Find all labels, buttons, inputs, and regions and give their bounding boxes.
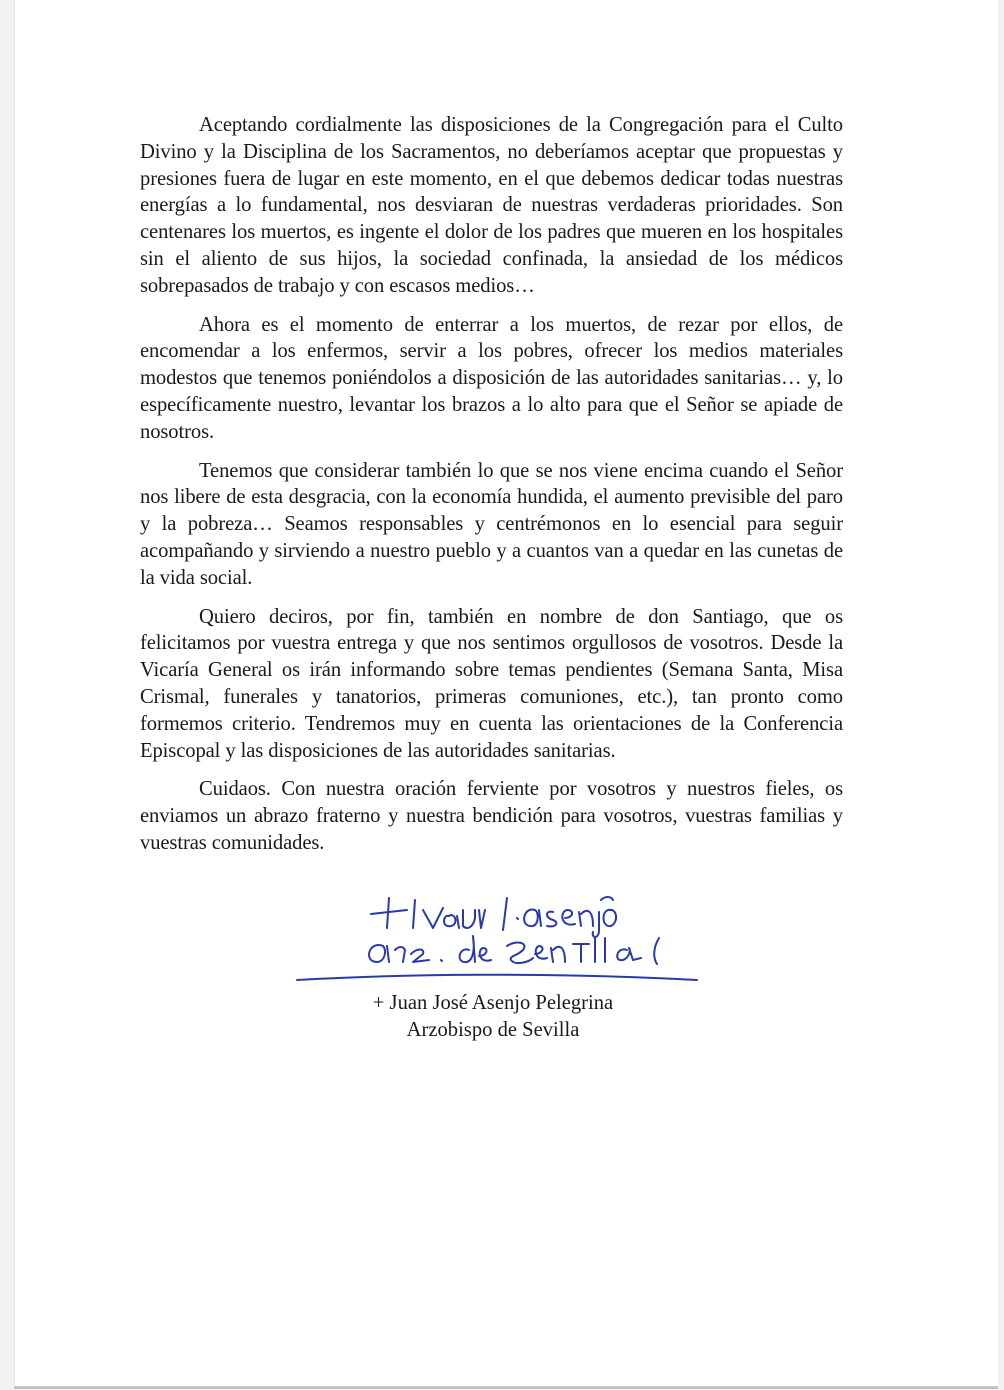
signature-plus-stroke	[371, 898, 407, 928]
handwritten-signature	[283, 888, 703, 998]
paragraph-1: Aceptando cordialmente las disposiciones de la Congregación para el Culto Divino y la Disciplina de los Sacramentos, no deberíamos aceptar que propuestas y presiones fuera de lugar en este momento, en el que debemos dedicar todas nuestras energías a lo fundamental, nos desviaran de nuestras verdaderas prioridades. Son centenares los muertos, es ingente el dolor de los padres que mueren en los hospitales sin el aliento de sus hijos, la sociedad confinada, la ansiedad de los médicos sobrepasados de trabajo y con escasos medios…	[140, 114, 843, 297]
letter-body	[140, 112, 843, 869]
signature-stroke-arz	[369, 945, 429, 962]
signature-stroke-sevilla	[507, 938, 659, 964]
paragraph-5: Cuidaos. Con nuestra oración ferviente por vosotros y nuestros fieles, os enviamos un abrazo fraterno y nuestra bendición para vosotros, vuestras familias y vuestras comunidades.	[140, 778, 843, 854]
paragraph-3: Tenemos que considerar también lo que se nos viene encima cuando el Señor nos libere de esta desgracia, con la economía hundida, el aumento previsible del paro y la pobreza… Seamos responsables y centrémonos en lo esencial para seguir acompañando y sirviendo a nuestro pueblo y a cuantos van a quedar en las cunetas de la vida social.	[140, 459, 843, 589]
signature-stroke-de	[460, 936, 491, 962]
signature-stroke-van	[423, 908, 485, 928]
paragraph-4: Quiero deciros, por fin, también en nombre de don Santiago, que os felicitamos por vuestra entrega y que nos sentimos orgullosos de vosotros. Desde la Vicaría General os irán informando sobre temas pendientes (Semana Santa, Misa Crismal, funerales y tanatorios, primeras comuniones, etc.), tan pronto como formemos criterio. Tendremos muy en cuenta las orientaciones de la Conferencia Episcopal y las disposiciones de las autoridades sanitarias.	[140, 605, 843, 762]
signatory-title: Arzobispo de Sevilla	[406, 1019, 580, 1041]
signature-underline	[297, 975, 697, 980]
signature-stroke-slash	[503, 898, 507, 930]
paragraph-2: Ahora es el momento de enterrar a los muertos, de rezar por ellos, de encomendar a los enfermos, servir a los pobres, ofrecer los medios materiales modestos que tenemos poniéndolos a disposición de las autoridades sanitarias… y, lo específicamente nuestro, levantar los brazos a lo alto para que el Señor se apiade de nosotros.	[140, 313, 843, 443]
signature-stroke-asenjo	[524, 897, 616, 937]
signatory-name: + Juan José Asenjo Pelegrina	[372, 992, 614, 1014]
signature-stroke-j	[413, 900, 415, 928]
signature-stroke-dot2	[441, 960, 442, 961]
signature-stroke-dot	[517, 918, 518, 919]
